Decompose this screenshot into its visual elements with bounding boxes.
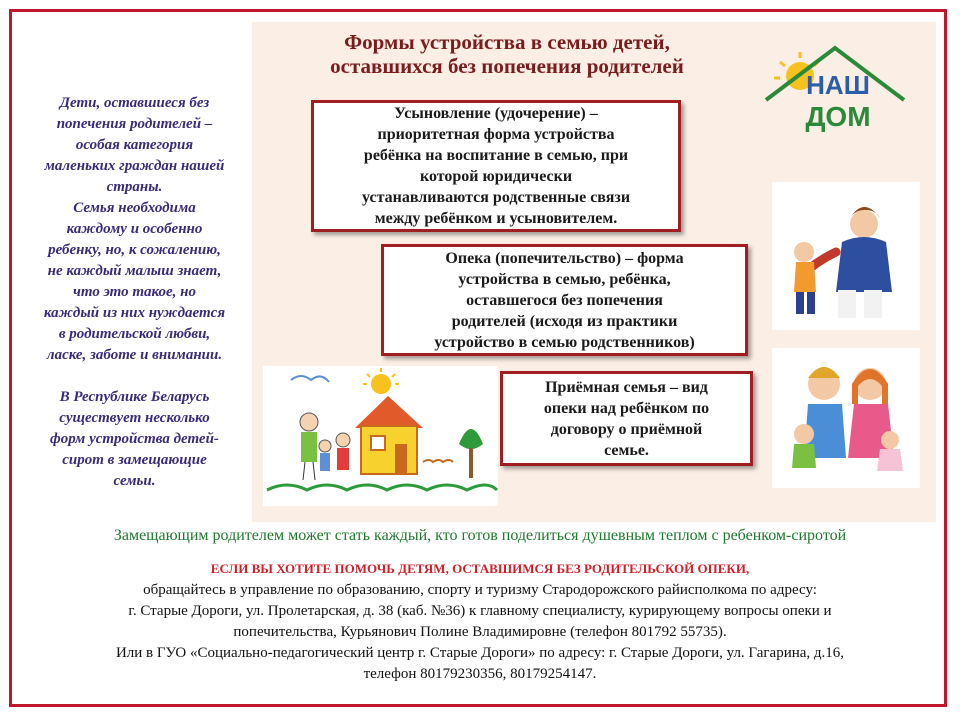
box-line: устройство в семью родственников) xyxy=(434,333,695,351)
title-line-2: оставшихся без попечения родителей xyxy=(330,54,684,78)
left-paragraph-2 xyxy=(22,387,247,492)
info-line: г. Старые Дороги, ул. Пролетарская, д. 38 (каб. №36) к главному специалисту, курирующему вопросы опеки и xyxy=(128,603,832,619)
box-line: опеки над ребёнком по xyxy=(543,399,710,417)
box-line: устанавливаются родственные связи xyxy=(361,189,631,206)
box-line: родителей (исходя из практики xyxy=(451,312,678,330)
child-drawing-house-illustration xyxy=(263,366,498,506)
box-line: устройства в семью, ребёнка, xyxy=(458,270,671,288)
box-line: приоритетная форма устройства xyxy=(377,126,615,143)
title-line-1: Формы устройства в семью детей, xyxy=(344,30,670,54)
box-line: оставшегося без попечения xyxy=(466,291,663,309)
box-line: Приёмная семья – вид xyxy=(545,378,708,396)
left-text-line: форм устройства детей- xyxy=(50,431,219,447)
left-text-line: каждый из них нуждается xyxy=(43,305,226,321)
left-text-line: каждому и особенно xyxy=(66,221,203,237)
left-text-line: попечения родителей – xyxy=(56,116,213,132)
left-text-line: страны. xyxy=(106,179,163,195)
logo-word-2: ДОМ xyxy=(805,101,871,132)
info-line: обращайтесь в управление по образованию, спорту и туризму Стародорожского райисполкома по адресу: xyxy=(143,582,817,598)
left-text-line: ребенку, но, к сожалению, xyxy=(48,242,221,258)
info-line: попечительства, Курьянович Полине Владимировне (телефон 801792 55735). xyxy=(233,624,727,640)
left-text-line: не каждый малыш знает, xyxy=(47,263,222,279)
left-paragraph-1 xyxy=(22,93,247,366)
box-line: которой юридически xyxy=(419,168,573,185)
box-line: договору о приёмной xyxy=(550,420,703,438)
left-text-line: сирот в замещающие xyxy=(62,452,207,468)
house-roof-sun-icon xyxy=(760,42,910,134)
left-text-line: семьи. xyxy=(113,473,156,489)
left-text-line: маленьких граждан нашей xyxy=(44,158,225,174)
left-text-line: ласке, заботе и внимании. xyxy=(46,347,223,363)
left-text-line: Семья необходима xyxy=(73,200,196,216)
left-text-line: в родительской любви, xyxy=(58,326,211,342)
page-title xyxy=(252,30,762,78)
substitute-parent-message: Замещающим родителем может стать каждый, кто готов поделиться душевным теплом с ребенком-сиротой xyxy=(113,527,847,544)
adoption-box xyxy=(311,100,681,232)
box-line: семье. xyxy=(604,441,649,459)
left-text-line: особая категория xyxy=(75,137,194,153)
parent-hugging-child-illustration xyxy=(772,182,920,330)
help-call-caption: ЕСЛИ ВЫ ХОТИТЕ ПОМОЧЬ ДЕТЯМ, ОСТАВШИМСЯ БЕЗ РОДИТЕЛЬСКОЙ ОПЕКИ, xyxy=(210,561,750,576)
info-line: телефон 80179230356, 80179254147. xyxy=(363,666,597,682)
left-text-line: что это такое, но xyxy=(72,284,197,300)
info-line: Или в ГУО «Социально-педагогический центр г. Старые Дороги» по адресу: г. Старые Дороги, ул. Гагарина, д.16, xyxy=(115,645,845,661)
left-text-line: существует несколько xyxy=(59,410,210,426)
logo-word-1: НАШ xyxy=(806,70,870,100)
left-text-line: Дети, оставшиеся без xyxy=(59,95,210,111)
box-line: ребёнка на воспитание в семью, при xyxy=(363,147,629,164)
foster-family-box xyxy=(500,371,753,466)
box-line: между ребёнком и усыновителем. xyxy=(374,210,618,227)
guardianship-box xyxy=(381,244,748,356)
family-illustration xyxy=(772,348,920,488)
contact-info xyxy=(30,580,930,685)
box-line: Опека (попечительство) – форма xyxy=(445,249,684,267)
left-text-line: В Республике Беларусь xyxy=(59,389,210,405)
left-text-column xyxy=(22,93,247,492)
box-line: Усыновление (удочерение) – xyxy=(394,105,598,122)
nash-dom-logo xyxy=(760,42,910,134)
